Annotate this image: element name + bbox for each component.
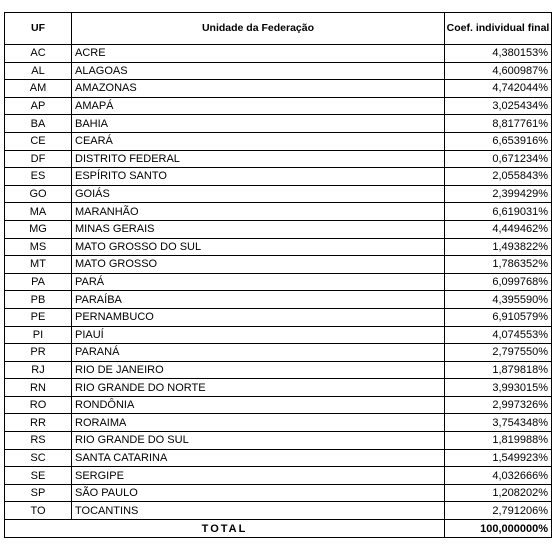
cell-uf: GO (5, 185, 72, 203)
table-row (5, 220, 552, 238)
table-row (5, 484, 552, 502)
cell-uf: TO (5, 502, 72, 520)
table-row (5, 150, 552, 168)
table-row (5, 62, 552, 80)
header-uf: UF (5, 13, 72, 45)
cell-uf: RJ (5, 361, 72, 379)
table-row (5, 502, 552, 520)
cell-coefficient: 4,395590% (445, 291, 552, 309)
cell-uf: SE (5, 467, 72, 485)
cell-coefficient: 8,817761% (445, 115, 552, 133)
cell-uf: AC (5, 45, 72, 63)
cell-federation-unit: TOCANTINS (72, 502, 445, 520)
table-header-row (5, 13, 552, 45)
cell-federation-unit: ESPÍRITO SANTO (72, 168, 445, 186)
cell-uf: SP (5, 484, 72, 502)
table-row (5, 115, 552, 133)
cell-federation-unit: RIO GRANDE DO NORTE (72, 379, 445, 397)
cell-uf: MA (5, 203, 72, 221)
cell-coefficient: 4,032666% (445, 467, 552, 485)
cell-coefficient: 6,619031% (445, 203, 552, 221)
cell-uf: AL (5, 62, 72, 80)
table-row (5, 80, 552, 98)
cell-uf: RR (5, 414, 72, 432)
table-row (5, 361, 552, 379)
cell-coefficient: 3,025434% (445, 97, 552, 115)
cell-uf: MT (5, 256, 72, 274)
cell-uf: PB (5, 291, 72, 309)
cell-coefficient: 4,742044% (445, 80, 552, 98)
cell-coefficient: 3,993015% (445, 379, 552, 397)
cell-coefficient: 1,786352% (445, 256, 552, 274)
table-row (5, 449, 552, 467)
cell-uf: RO (5, 396, 72, 414)
cell-federation-unit: SÃO PAULO (72, 484, 445, 502)
cell-uf: RN (5, 379, 72, 397)
cell-federation-unit: ALAGOAS (72, 62, 445, 80)
cell-coefficient: 4,449462% (445, 220, 552, 238)
total-label: TOTAL (5, 520, 445, 538)
table-row (5, 396, 552, 414)
cell-uf: PE (5, 308, 72, 326)
table-row (5, 379, 552, 397)
cell-coefficient: 2,997326% (445, 396, 552, 414)
cell-federation-unit: MINAS GERAIS (72, 220, 445, 238)
cell-uf: BA (5, 115, 72, 133)
cell-federation-unit: AMAPÁ (72, 97, 445, 115)
total-value: 100,000000% (445, 520, 552, 538)
table-row (5, 185, 552, 203)
cell-federation-unit: MARANHÃO (72, 203, 445, 221)
cell-uf: CE (5, 132, 72, 150)
cell-federation-unit: PIAUÍ (72, 326, 445, 344)
cell-uf: AM (5, 80, 72, 98)
cell-coefficient: 4,380153% (445, 45, 552, 63)
cell-federation-unit: SERGIPE (72, 467, 445, 485)
header-coefficient: Coef. individual final (445, 13, 552, 45)
cell-coefficient: 1,493822% (445, 238, 552, 256)
cell-uf: DF (5, 150, 72, 168)
cell-federation-unit: MATO GROSSO DO SUL (72, 238, 445, 256)
cell-federation-unit: AMAZONAS (72, 80, 445, 98)
cell-uf: MS (5, 238, 72, 256)
cell-federation-unit: PARANÁ (72, 344, 445, 362)
cell-federation-unit: MATO GROSSO (72, 256, 445, 274)
cell-uf: PR (5, 344, 72, 362)
cell-federation-unit: GOIÁS (72, 185, 445, 203)
cell-uf: RS (5, 432, 72, 450)
cell-federation-unit: CEARÁ (72, 132, 445, 150)
table-row (5, 168, 552, 186)
cell-coefficient: 2,055843% (445, 168, 552, 186)
cell-coefficient: 6,910579% (445, 308, 552, 326)
cell-uf: PI (5, 326, 72, 344)
cell-coefficient: 2,399429% (445, 185, 552, 203)
cell-coefficient: 1,549923% (445, 449, 552, 467)
table-row (5, 308, 552, 326)
cell-federation-unit: PARÁ (72, 273, 445, 291)
cell-federation-unit: RONDÔNIA (72, 396, 445, 414)
cell-coefficient: 1,208202% (445, 484, 552, 502)
table-row (5, 256, 552, 274)
cell-federation-unit: SANTA CATARINA (72, 449, 445, 467)
cell-federation-unit: RIO DE JANEIRO (72, 361, 445, 379)
cell-coefficient: 6,099768% (445, 273, 552, 291)
cell-coefficient: 4,074553% (445, 326, 552, 344)
table-body (5, 45, 552, 520)
table-row (5, 238, 552, 256)
table-row (5, 326, 552, 344)
cell-uf: ES (5, 168, 72, 186)
table-row (5, 467, 552, 485)
cell-coefficient: 2,791206% (445, 502, 552, 520)
table-row (5, 414, 552, 432)
table-row (5, 45, 552, 63)
cell-federation-unit: PERNAMBUCO (72, 308, 445, 326)
cell-federation-unit: ACRE (72, 45, 445, 63)
table-row (5, 291, 552, 309)
cell-uf: MG (5, 220, 72, 238)
cell-federation-unit: RIO GRANDE DO SUL (72, 432, 445, 450)
table-row (5, 97, 552, 115)
cell-coefficient: 2,797550% (445, 344, 552, 362)
table-row (5, 344, 552, 362)
table-row (5, 203, 552, 221)
table-row (5, 132, 552, 150)
cell-coefficient: 1,819988% (445, 432, 552, 450)
cell-uf: PA (5, 273, 72, 291)
cell-coefficient: 1,879818% (445, 361, 552, 379)
cell-coefficient: 3,754348% (445, 414, 552, 432)
cell-coefficient: 0,671234% (445, 150, 552, 168)
cell-uf: SC (5, 449, 72, 467)
cell-federation-unit: BAHIA (72, 115, 445, 133)
cell-federation-unit: DISTRITO FEDERAL (72, 150, 445, 168)
cell-coefficient: 6,653916% (445, 132, 552, 150)
header-federation-unit: Unidade da Federação (72, 13, 445, 45)
total-row (5, 520, 552, 538)
cell-federation-unit: RORAIMA (72, 414, 445, 432)
cell-federation-unit: PARAÍBA (72, 291, 445, 309)
coefficients-table (4, 12, 552, 538)
table-row (5, 273, 552, 291)
table-row (5, 432, 552, 450)
cell-uf: AP (5, 97, 72, 115)
cell-coefficient: 4,600987% (445, 62, 552, 80)
